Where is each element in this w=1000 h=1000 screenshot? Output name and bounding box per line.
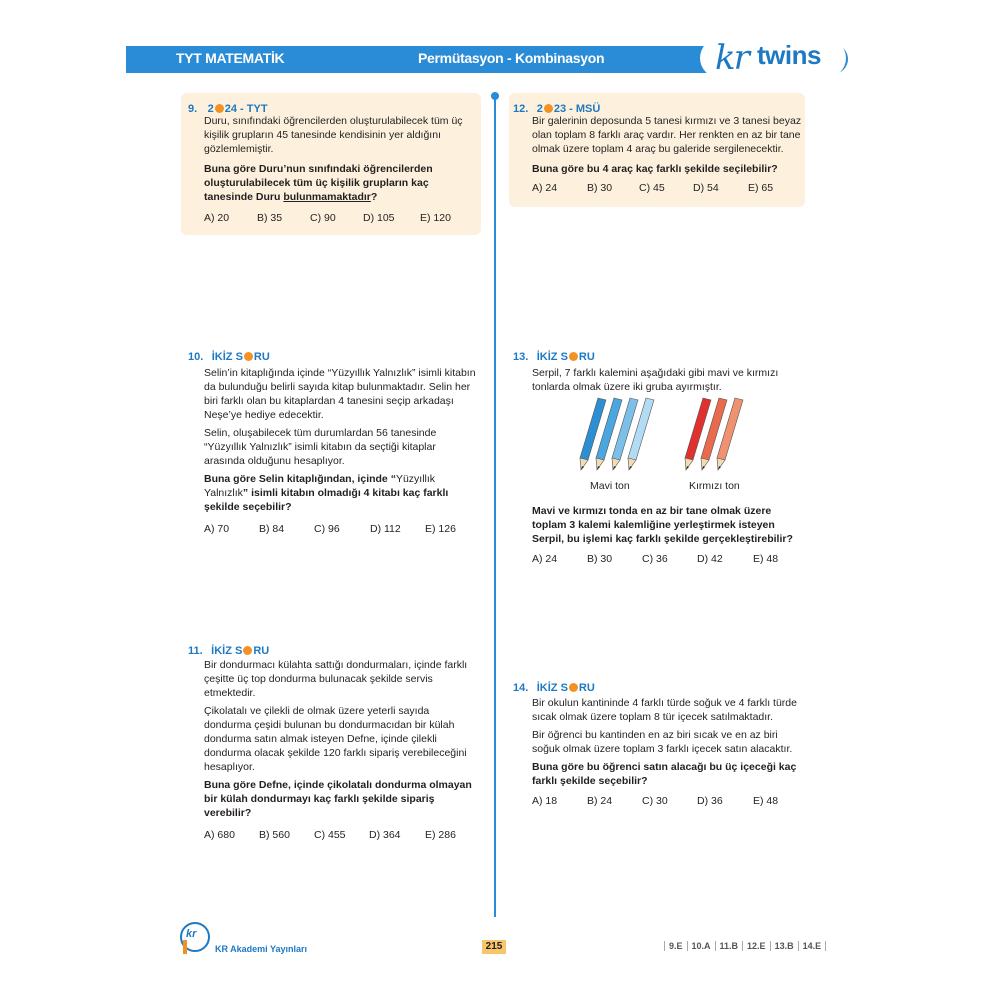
blue-group-label: Mavi ton [590, 480, 630, 492]
answer-options [204, 523, 476, 535]
option-e[interactable]: E) 126 [425, 523, 456, 535]
question-10-body [204, 366, 476, 535]
option-a[interactable]: A) 70 [204, 523, 230, 535]
answer-options [532, 553, 804, 565]
question-prompt: Buna göre Selin kitaplığından, içinde “Yüzyıllık Yalnızlık” isimli kitabın olmadığı 4 kitabı kaç farklı şekilde seçebilir? [204, 473, 449, 513]
question-prompt: Buna göre bu 4 araç kaç farklı şekilde seçilebilir? [532, 163, 778, 175]
option-d[interactable]: D) 105 [363, 212, 395, 224]
option-b[interactable]: B) 35 [257, 212, 283, 224]
question-10-header [188, 347, 270, 365]
question-text: Serpil, 7 farklı kalemini aşağıdaki gibi mavi ve kırmızı tonlarda olmak üzere iki gruba ayırmıştır. [532, 367, 779, 393]
question-text: Selin, oluşabilecek tüm durumlardan 56 tanesinde “Yüzyıllık Yalnızlık” isimli kitabın da seçtiği kitaplar arasında olduğunu hesaplıyor. [204, 427, 437, 467]
question-text: Duru, sınıfındaki öğrencilerden oluşturulabilecek tüm üç kişilik grupların 45 tanesinde kendisinin yer aldığını gözlemlemiştir. [204, 115, 463, 155]
option-c[interactable]: C) 455 [314, 829, 346, 841]
subject-title: TYT MATEMATİK [176, 50, 285, 66]
red-pencil-group [685, 398, 743, 470]
option-a[interactable]: A) 20 [204, 212, 230, 224]
question-9-body [204, 114, 474, 224]
question-number: 9. [188, 103, 198, 115]
option-d[interactable]: D) 36 [697, 795, 723, 807]
option-d[interactable]: D) 54 [693, 182, 719, 194]
option-a[interactable]: A) 24 [532, 182, 558, 194]
answer-options [532, 795, 804, 807]
option-c[interactable]: C) 45 [639, 182, 665, 194]
option-e[interactable]: E) 286 [425, 829, 456, 841]
answer-options [532, 182, 802, 194]
twin-question-tag: İKİZ S RU [211, 351, 270, 363]
answer-key [664, 941, 826, 951]
kr-logo: kr [715, 38, 748, 78]
question-text: Selin’in kitaplığında içinde “Yüzyıllık Yalnızlık” isimli kitabın da bulunduğu belirli sayıda kitap bulunmaktadır. Selin her biri farklı olan bu kitaplardan 4 tanesini seçip arkadaşı Neşe’ye hediye edecektir. [204, 367, 476, 421]
o-dot-icon [544, 104, 553, 113]
option-b[interactable]: B) 24 [587, 795, 613, 807]
answer-key-item: 14.E [798, 941, 827, 951]
o-dot-icon [244, 352, 253, 361]
option-b[interactable]: B) 560 [259, 829, 290, 841]
chapter-title: Permütasyon - Kombinasyon [418, 50, 605, 66]
answer-options [204, 829, 476, 841]
question-13-header [513, 347, 595, 365]
option-d[interactable]: D) 42 [697, 553, 723, 565]
question-14-body [532, 696, 804, 807]
option-a[interactable]: A) 24 [532, 553, 558, 565]
question-text: Bir galerinin deposunda 5 tanesi kırmızı ve 3 tanesi beyaz olan toplam 8 farklı araç vardır. Her renkten en az bir tane olmak üzere toplam 4 araç bu galeride sergilenecektir. [532, 115, 802, 155]
question-number: 14. [513, 682, 529, 694]
question-text: Bir öğrenci bu kantinden en az biri sıcak ve en az biri soğuk olmak üzere toplam 3 farklı içecek satın alacaktır. [532, 729, 793, 755]
question-number: 10. [188, 351, 204, 363]
answer-key-item: 9.E [664, 941, 687, 951]
question-14-header [513, 678, 595, 696]
twin-question-tag: İKİZ S RU [536, 682, 595, 694]
o-dot-icon [569, 352, 578, 361]
pencils-illustration [570, 392, 770, 478]
option-c[interactable]: C) 36 [642, 553, 668, 565]
exam-year-tag: 2 24 - TYT [207, 103, 268, 115]
answer-key-item: 12.E [742, 941, 770, 951]
question-12-body [532, 114, 802, 194]
option-e[interactable]: E) 48 [753, 553, 779, 565]
twins-logo: twins [757, 40, 821, 70]
answer-key-item: 10.A [687, 941, 715, 951]
o-dot-icon [243, 646, 252, 655]
answer-key-item: 13.B [770, 941, 798, 951]
question-number: 12. [513, 103, 529, 115]
page-number: 215 [482, 940, 506, 954]
option-d[interactable]: D) 112 [370, 523, 401, 535]
option-a[interactable]: A) 18 [532, 795, 558, 807]
option-b[interactable]: B) 30 [587, 182, 613, 194]
publisher-logo-text: kr [186, 928, 197, 940]
twin-question-tag: İKİZ S RU [536, 351, 595, 363]
answer-key-item: 11.B [715, 941, 743, 951]
option-c[interactable]: C) 90 [310, 212, 336, 224]
question-prompt: Buna göre Duru’nun sınıfındaki öğrencilerden oluşturulabilecek tüm üç kişilik grupların kaç tanesinde Duru bulunmamaktadır? [204, 163, 433, 203]
o-dot-icon [569, 683, 578, 692]
question-number: 13. [513, 351, 529, 363]
option-e[interactable]: E) 48 [753, 795, 779, 807]
question-text: Çikolatalı ve çilekli de olmak üzere yeterli sayıda dondurma çeşidi bulunan bu dondurmacıdan bir külah dondurma satın almak isteyen Defne, içinde çilekli dondurma olacak şekilde 120 farklı sipariş verebileceğini hesaplıyor. [204, 705, 467, 773]
option-e[interactable]: E) 120 [420, 212, 451, 224]
option-c[interactable]: C) 30 [642, 795, 668, 807]
blue-pencil-group [580, 398, 654, 470]
option-b[interactable]: B) 84 [259, 523, 285, 535]
column-divider-cap [491, 92, 499, 100]
question-text: Bir okulun kantininde 4 farklı türde soğuk ve 4 farklı türde sıcak olmak üzere toplam 8 tür içecek satılmaktadır. [532, 697, 797, 723]
option-e[interactable]: E) 65 [748, 182, 774, 194]
twin-question-tag: İKİZ S RU [211, 645, 270, 657]
question-13-body [532, 366, 804, 394]
question-11-body [204, 658, 476, 841]
publisher-name: KR Akademi Yayınları [215, 944, 308, 954]
exam-year-tag: 2 23 - MSÜ [536, 103, 601, 115]
option-b[interactable]: B) 30 [587, 553, 613, 565]
question-prompt: Buna göre bu öğrenci satın alacağı bu üç içeceği kaç farklı şekilde seçebilir? [532, 761, 797, 787]
option-a[interactable]: A) 680 [204, 829, 235, 841]
question-text: Bir dondurmacı külahta sattığı dondurmaları, içinde farklı çeşitte üç top dondurma bulunacak şekilde servis etmektedir. [204, 659, 468, 699]
answer-options [204, 212, 474, 224]
question-prompt: Buna göre Defne, içinde çikolatalı dondurma olmayan bir külah dondurmayı kaç farklı şekilde sipariş verebilir? [204, 779, 472, 819]
logo-accent [183, 940, 187, 954]
question-number: 11. [188, 645, 203, 657]
question-11-header [188, 641, 269, 659]
o-dot-icon [215, 104, 224, 113]
question-prompt: Mavi ve kırmızı tonda en az bir tane olmak üzere toplam 3 kalemi kalemliğine yerleştirmek isteyen Serpil, bu işlemi kaç farklı şekilde gerçekleştirebilir? [532, 505, 793, 545]
option-d[interactable]: D) 364 [369, 829, 401, 841]
red-group-label: Kırmızı ton [689, 480, 740, 492]
question-13-prompt-block [532, 504, 804, 565]
option-c[interactable]: C) 96 [314, 523, 340, 535]
column-divider [494, 95, 496, 917]
